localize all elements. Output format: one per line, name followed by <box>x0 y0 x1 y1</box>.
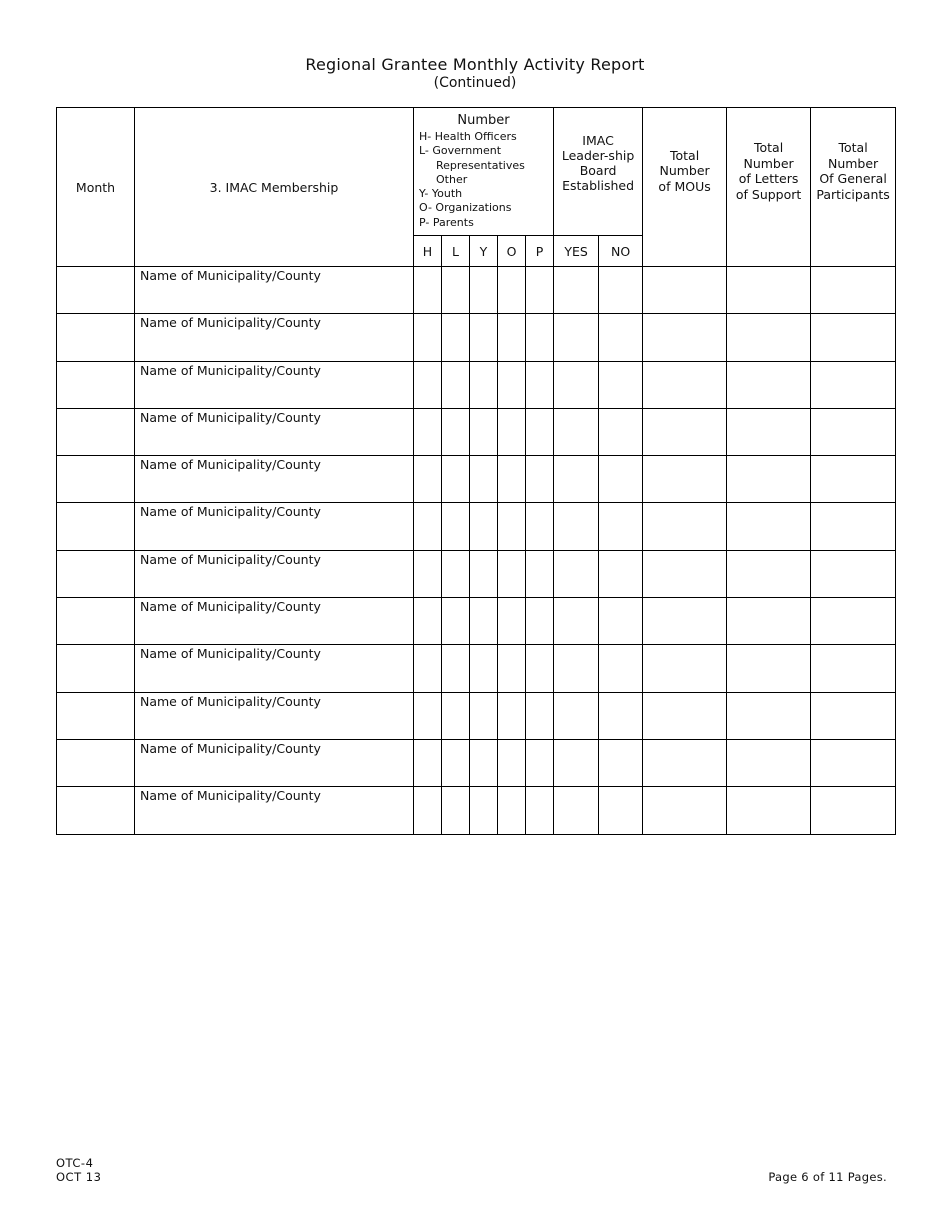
h-cell[interactable] <box>414 550 442 597</box>
total-general-header: Total Number Of General Participants <box>811 108 896 267</box>
general-cell[interactable] <box>811 787 896 834</box>
month-cell[interactable] <box>57 739 135 786</box>
table-row <box>57 645 896 692</box>
no-cell[interactable] <box>599 314 643 361</box>
no-cell[interactable] <box>599 550 643 597</box>
letters-cell[interactable] <box>727 739 811 786</box>
table-row <box>57 503 896 550</box>
sub-header-yes: YES <box>554 236 599 267</box>
no-cell[interactable] <box>599 456 643 503</box>
letters-cell[interactable] <box>727 314 811 361</box>
general-cell[interactable] <box>811 550 896 597</box>
no-cell[interactable] <box>599 787 643 834</box>
municipality-cell[interactable]: Name of Municipality/County <box>135 550 414 597</box>
number-header <box>414 108 554 236</box>
general-cell[interactable] <box>811 503 896 550</box>
municipality-cell[interactable]: Name of Municipality/County <box>135 314 414 361</box>
total-mous-header: Total Number of MOUs <box>643 108 727 267</box>
l-cell[interactable] <box>442 267 470 314</box>
h-cell[interactable] <box>414 692 442 739</box>
form-date: OCT 13 <box>56 1170 102 1184</box>
y-cell[interactable] <box>470 267 498 314</box>
municipality-cell[interactable]: Name of Municipality/County <box>135 361 414 408</box>
legend-youth: Y- Youth <box>419 187 463 201</box>
y-cell[interactable] <box>470 692 498 739</box>
table-row <box>57 739 896 786</box>
o-cell[interactable] <box>498 598 526 645</box>
mous-cell[interactable] <box>643 739 727 786</box>
l-cell[interactable] <box>442 314 470 361</box>
p-cell[interactable] <box>526 598 554 645</box>
table-row <box>57 787 896 834</box>
y-cell[interactable] <box>470 787 498 834</box>
yes-cell[interactable] <box>554 408 599 455</box>
no-cell[interactable] <box>599 598 643 645</box>
y-cell[interactable] <box>470 361 498 408</box>
h-cell[interactable] <box>414 314 442 361</box>
legend-organizations: O- Organizations <box>419 201 512 215</box>
h-cell[interactable] <box>414 361 442 408</box>
month-cell[interactable] <box>57 645 135 692</box>
o-cell[interactable] <box>498 456 526 503</box>
h-cell[interactable] <box>414 787 442 834</box>
o-cell[interactable] <box>498 267 526 314</box>
h-cell[interactable] <box>414 503 442 550</box>
no-cell[interactable] <box>599 645 643 692</box>
table-row <box>57 692 896 739</box>
l-cell[interactable] <box>442 739 470 786</box>
imac-board-header: IMAC Leader-ship Board Established <box>554 108 643 236</box>
page-title: Regional Grantee Monthly Activity Report <box>305 55 645 74</box>
yes-cell[interactable] <box>554 550 599 597</box>
p-cell[interactable] <box>526 503 554 550</box>
municipality-cell[interactable]: Name of Municipality/County <box>135 739 414 786</box>
letters-cell[interactable] <box>727 456 811 503</box>
letters-cell[interactable] <box>727 598 811 645</box>
mous-cell[interactable] <box>643 692 727 739</box>
l-cell[interactable] <box>442 503 470 550</box>
o-cell[interactable] <box>498 408 526 455</box>
no-cell[interactable] <box>599 503 643 550</box>
o-cell[interactable] <box>498 550 526 597</box>
yes-cell[interactable] <box>554 787 599 834</box>
yes-cell[interactable] <box>554 503 599 550</box>
mous-cell[interactable] <box>643 361 727 408</box>
sub-header-no: NO <box>599 236 643 267</box>
general-cell[interactable] <box>811 361 896 408</box>
p-cell[interactable] <box>526 408 554 455</box>
month-cell[interactable] <box>57 361 135 408</box>
general-cell[interactable] <box>811 408 896 455</box>
o-cell[interactable] <box>498 645 526 692</box>
y-cell[interactable] <box>470 503 498 550</box>
general-cell[interactable] <box>811 314 896 361</box>
h-cell[interactable] <box>414 739 442 786</box>
letters-cell[interactable] <box>727 267 811 314</box>
p-cell[interactable] <box>526 692 554 739</box>
municipality-cell[interactable]: Name of Municipality/County <box>135 267 414 314</box>
table-row <box>57 408 896 455</box>
mous-cell[interactable] <box>643 314 727 361</box>
legend-health: H- Health Officers <box>419 130 517 143</box>
section-header: 3. IMAC Membership <box>135 108 414 267</box>
letters-cell[interactable] <box>727 692 811 739</box>
o-cell[interactable] <box>498 314 526 361</box>
l-cell[interactable] <box>442 692 470 739</box>
general-cell[interactable] <box>811 267 896 314</box>
l-cell[interactable] <box>442 456 470 503</box>
yes-cell[interactable] <box>554 692 599 739</box>
table-row <box>57 314 896 361</box>
form-code: OTC-4 <box>56 1156 94 1170</box>
yes-cell[interactable] <box>554 739 599 786</box>
page-number: Page 6 of 11 Pages. <box>768 1170 887 1184</box>
o-cell[interactable] <box>498 503 526 550</box>
no-cell[interactable] <box>599 267 643 314</box>
o-cell[interactable] <box>498 739 526 786</box>
legend-government: L- Government <box>419 144 502 158</box>
number-legend <box>414 128 553 230</box>
h-cell[interactable] <box>414 408 442 455</box>
p-cell[interactable] <box>526 456 554 503</box>
municipality-cell[interactable]: Name of Municipality/County <box>135 503 414 550</box>
y-cell[interactable] <box>470 598 498 645</box>
y-cell[interactable] <box>470 408 498 455</box>
l-cell[interactable] <box>442 645 470 692</box>
sub-header-p: P <box>526 236 554 267</box>
p-cell[interactable] <box>526 739 554 786</box>
table-row <box>57 267 896 314</box>
general-cell[interactable] <box>811 645 896 692</box>
municipality-cell[interactable]: Name of Municipality/County <box>135 408 414 455</box>
month-cell[interactable] <box>57 314 135 361</box>
no-cell[interactable] <box>599 361 643 408</box>
month-cell[interactable] <box>57 692 135 739</box>
mous-cell[interactable] <box>643 598 727 645</box>
form-id <box>56 1156 101 1184</box>
letters-cell[interactable] <box>727 550 811 597</box>
month-cell[interactable] <box>57 267 135 314</box>
general-cell[interactable] <box>811 456 896 503</box>
y-cell[interactable] <box>470 739 498 786</box>
municipality-cell[interactable]: Name of Municipality/County <box>135 598 414 645</box>
total-letters-header: Total Number of Letters of Support <box>727 108 811 267</box>
month-cell[interactable] <box>57 503 135 550</box>
page-subtitle: (Continued) <box>433 75 517 91</box>
sub-header-h: H <box>414 236 442 267</box>
table-row <box>57 550 896 597</box>
letters-cell[interactable] <box>727 787 811 834</box>
legend-parents: P- Parents <box>419 215 474 229</box>
l-cell[interactable] <box>442 787 470 834</box>
mous-cell[interactable] <box>643 787 727 834</box>
number-title: Number <box>457 113 510 128</box>
p-cell[interactable] <box>526 550 554 597</box>
h-cell[interactable] <box>414 598 442 645</box>
yes-cell[interactable] <box>554 456 599 503</box>
table-row <box>57 456 896 503</box>
mous-cell[interactable] <box>643 550 727 597</box>
sub-header-y: Y <box>470 236 498 267</box>
o-cell[interactable] <box>498 692 526 739</box>
l-cell[interactable] <box>442 550 470 597</box>
yes-cell[interactable] <box>554 645 599 692</box>
table-row <box>57 361 896 408</box>
general-cell[interactable] <box>811 739 896 786</box>
letters-cell[interactable] <box>727 503 811 550</box>
h-cell[interactable] <box>414 267 442 314</box>
yes-cell[interactable] <box>554 598 599 645</box>
no-cell[interactable] <box>599 692 643 739</box>
legend-other: Other <box>436 172 468 186</box>
month-cell[interactable] <box>57 550 135 597</box>
yes-cell[interactable] <box>554 267 599 314</box>
l-cell[interactable] <box>442 598 470 645</box>
p-cell[interactable] <box>526 361 554 408</box>
sub-header-l: L <box>442 236 470 267</box>
table-row <box>57 598 896 645</box>
municipality-cell[interactable]: Name of Municipality/County <box>135 787 414 834</box>
h-cell[interactable] <box>414 456 442 503</box>
letters-cell[interactable] <box>727 361 811 408</box>
table-body <box>57 267 896 835</box>
month-cell[interactable] <box>57 598 135 645</box>
general-cell[interactable] <box>811 598 896 645</box>
h-cell[interactable] <box>414 645 442 692</box>
no-cell[interactable] <box>599 408 643 455</box>
p-cell[interactable] <box>526 267 554 314</box>
mous-cell[interactable] <box>643 503 727 550</box>
no-cell[interactable] <box>599 739 643 786</box>
y-cell[interactable] <box>470 550 498 597</box>
municipality-cell[interactable]: Name of Municipality/County <box>135 456 414 503</box>
p-cell[interactable] <box>526 314 554 361</box>
mous-cell[interactable] <box>643 408 727 455</box>
month-cell[interactable] <box>57 787 135 834</box>
mous-cell[interactable] <box>643 456 727 503</box>
p-cell[interactable] <box>526 787 554 834</box>
municipality-cell[interactable]: Name of Municipality/County <box>135 692 414 739</box>
month-header: Month <box>57 108 135 267</box>
general-cell[interactable] <box>811 692 896 739</box>
municipality-cell[interactable]: Name of Municipality/County <box>135 645 414 692</box>
sub-header-o: O <box>498 236 526 267</box>
letters-cell[interactable] <box>727 645 811 692</box>
l-cell[interactable] <box>442 408 470 455</box>
month-cell[interactable] <box>57 456 135 503</box>
y-cell[interactable] <box>470 456 498 503</box>
month-cell[interactable] <box>57 408 135 455</box>
yes-cell[interactable] <box>554 314 599 361</box>
l-cell[interactable] <box>442 361 470 408</box>
yes-cell[interactable] <box>554 361 599 408</box>
p-cell[interactable] <box>526 645 554 692</box>
membership-table <box>56 107 896 835</box>
letters-cell[interactable] <box>727 408 811 455</box>
y-cell[interactable] <box>470 645 498 692</box>
o-cell[interactable] <box>498 787 526 834</box>
mous-cell[interactable] <box>643 645 727 692</box>
legend-representatives: Representatives <box>436 158 525 172</box>
o-cell[interactable] <box>498 361 526 408</box>
y-cell[interactable] <box>470 314 498 361</box>
mous-cell[interactable] <box>643 267 727 314</box>
